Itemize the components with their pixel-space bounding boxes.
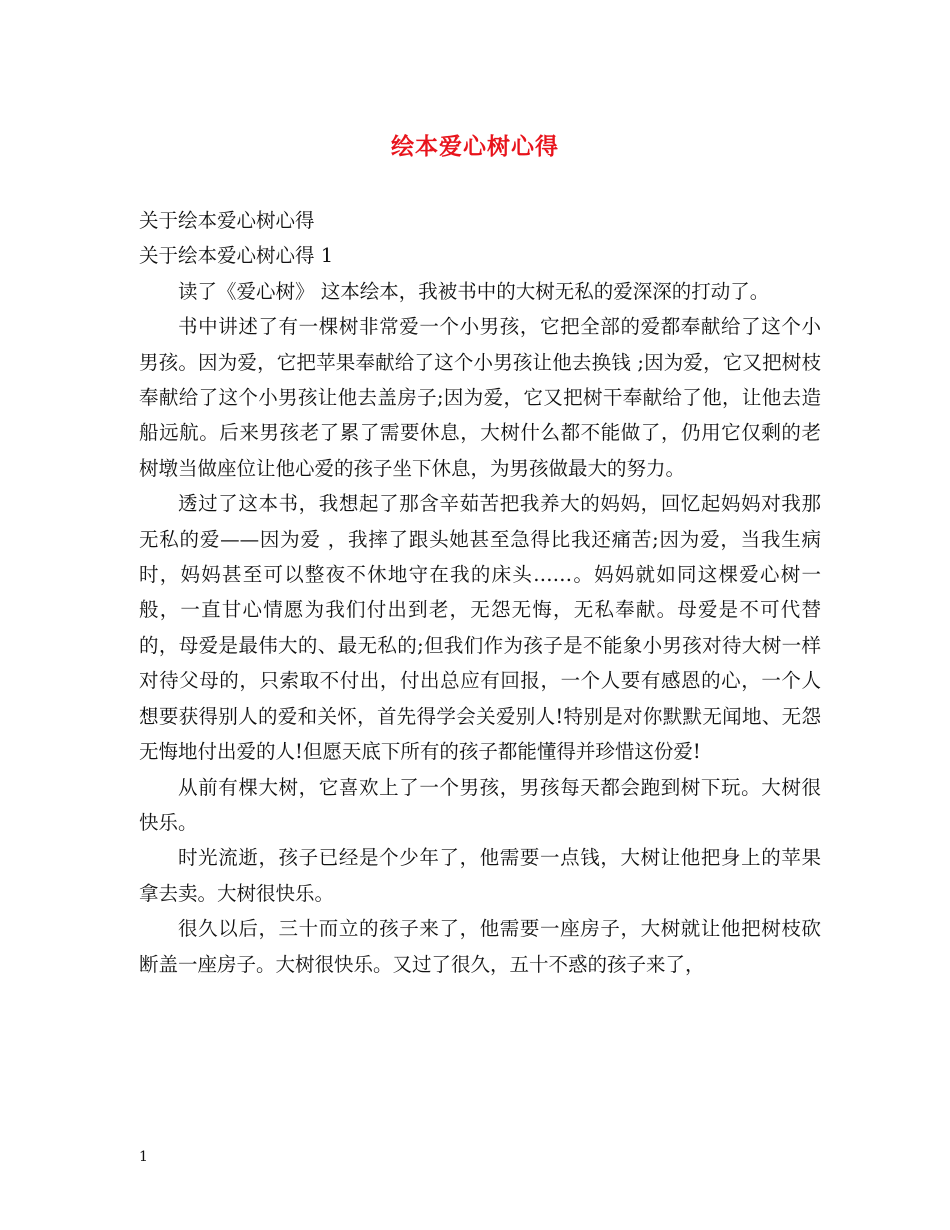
paragraph-2: 书中讲述了有一棵树非常爱一个小男孩，它把全部的爱都奉献给了这个小男孩。因为爱，它把苹果奉献给了这个小男孩让他去换钱 ;因为爱，它又把树枝奉献给了这个小男孩让他去盖房子;因为爱，它又把树干奉献给了他，让他去造船远航。后来男孩老了累了需要休息，大树什么都不能做了，仍用它仅剩的老树墩当做座位让他心爱的孩子坐下休息，为男孩做最大的努力。 [139, 315, 821, 480]
document-title: 绘本爱心树心得 [391, 133, 559, 160]
page-number: 1 [139, 1149, 148, 1165]
paragraph-4: 从前有棵大树，它喜欢上了一个男孩，男孩每天都会跑到树下玩。大树很快乐。 [139, 775, 821, 834]
paragraph-5: 时光流逝，孩子已经是个少年了，他需要一点钱，大树让他把身上的苹果拿去卖。大树很快乐。 [139, 846, 821, 905]
heading-primary: 关于绘本爱心树心得 [139, 209, 315, 232]
paragraph-1: 读了《爱心树》 这本绘本，我被书中的大树无私的爱深深的打动了。 [178, 279, 770, 303]
paragraph-6: 很久以后，三十而立的孩子来了，他需要一座房子，大树就让他把树枝砍断盖一座房子。大树很快乐。又过了很久，五十不惑的孩子来了， [139, 917, 821, 976]
paragraph-3: 透过了这本书，我想起了那含辛茹苦把我养大的妈妈，回忆起妈妈对我那无私的爱——因为爱 ，我摔了跟头她甚至急得比我还痛苦;因为爱，当我生病时，妈妈甚至可以整夜不休地守在我的床头……。妈妈就如同这棵爱心树一般，一直甘心情愿为我们付出到老，无怨无悔，无私奉献。母爱是不可代替的，母爱是最伟大的、最无私的;但我们作为孩子是不能象小男孩对待大树一样对待父母的，只索取不付出，付出总应有回报，一个人要有感恩的心，一个人想要获得别人的爱和关怀，首先得学会关爱别人!特别是对你默默无闻地、无怨无悔地付出爱的人!但愿天底下所有的孩子都能懂得并珍惜这份爱! [139, 492, 821, 764]
heading-secondary: 关于绘本爱心树心得 1 [139, 244, 334, 268]
document-body [139, 203, 821, 982]
